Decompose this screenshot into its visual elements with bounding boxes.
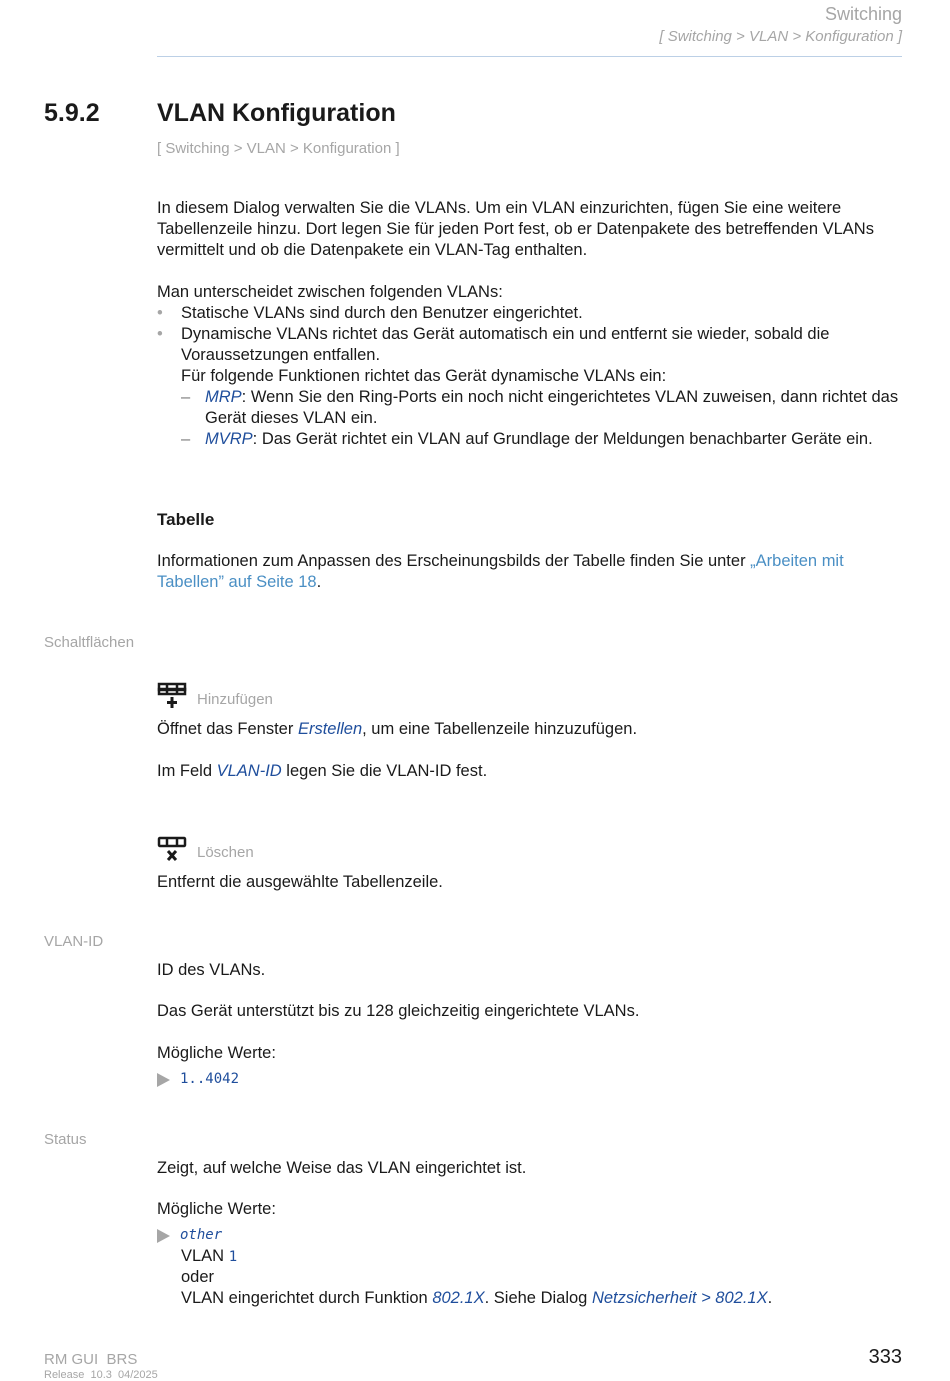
add-desc-pre: Öffnet das Fenster bbox=[157, 720, 298, 738]
status-description: Zeigt, auf welche Weise das VLAN eingerichtet ist. bbox=[157, 1159, 527, 1177]
vlan-id-value-row bbox=[157, 1069, 239, 1090]
list-item: • Dynamische VLANs richtet das Gerät automatisch ein und entfernt sie wieder, sobald die Voraussetzungen entfallen. Für folgende Funktionen richtet das Gerät dynamische VLANs ein: – MRP: Wenn Sie den Ring-Ports ein noch nicht eingerichtetes VLAN zuweisen, dann richtet das Gerät dieses VLAN ein. – MVRP: Das Gerät richtet ein VLAN auf Grundlage der Meldungen benachbarter Geräte ein. bbox=[157, 324, 907, 450]
bullet-static-text: Statische VLANs sind durch den Benutzer eingerichtet. bbox=[181, 304, 583, 322]
8021x-mid: . Siehe Dialog bbox=[484, 1289, 592, 1307]
vlan-types-intro: Man unterscheidet zwischen folgenden VLANs: bbox=[157, 283, 503, 301]
delete-button-row bbox=[157, 835, 254, 869]
8021x-pre: VLAN eingerichtet durch Funktion bbox=[181, 1289, 433, 1307]
triangle-bullet-icon bbox=[157, 1073, 170, 1087]
status-vlan1-line bbox=[181, 1246, 237, 1268]
delete-description: Entfernt die ausgewählte Tabellenzeile. bbox=[157, 873, 443, 891]
section-title: VLAN Konfiguration bbox=[157, 99, 396, 127]
mvrp-term[interactable]: MVRP bbox=[205, 430, 253, 448]
bullet-dynamic-text: Dynamische VLANs richtet das Gerät automatisch ein und entfernt sie wieder, sobald die Voraussetzungen entfallen. bbox=[181, 325, 830, 364]
table-heading: Tabelle bbox=[157, 510, 215, 529]
delete-button-label[interactable]: Löschen bbox=[197, 843, 254, 861]
vlan-id-term[interactable]: VLAN-ID bbox=[216, 762, 282, 780]
create-window-term[interactable]: Erstellen bbox=[297, 720, 363, 738]
status-values-label: Mögliche Werte: bbox=[157, 1200, 276, 1218]
status-8021x-line bbox=[181, 1288, 901, 1309]
intro-paragraph: In diesem Dialog verwalten Sie die VLANs. Um ein VLAN einzurichten, fügen Sie eine weitere Tabellenzeile hinzu. Dort legen Sie für jeden Port fest, ob er Datenpakete des betreffenden VLANs vermittelt und ob die Datenpakete ein VLAN-Tag enthalten. bbox=[157, 199, 874, 259]
status-or-line: oder bbox=[181, 1268, 215, 1286]
network-security-link[interactable]: Netzsicherheit > 802.1X bbox=[591, 1289, 768, 1307]
status-value-other: other bbox=[180, 1227, 223, 1243]
vlan-id-side-label: VLAN-ID bbox=[44, 933, 104, 950]
buttons-side-label: Schaltflächen bbox=[44, 634, 135, 651]
vlan-id-description: ID des VLANs. bbox=[157, 961, 266, 979]
mrp-text: : Wenn Sie den Ring-Ports ein noch nicht eingerichtetes VLAN zuweisen, dann richtet das Gerät dieses VLAN ein. bbox=[205, 388, 899, 427]
table-info-text: Informationen zum Anpassen des Erscheinungsbilds der Tabelle finden Sie unter bbox=[157, 552, 751, 570]
8021x-end: . bbox=[767, 1289, 773, 1307]
page-number: 333 bbox=[868, 1346, 902, 1368]
table-add-icon bbox=[157, 682, 187, 716]
section-number: 5.9.2 bbox=[44, 99, 100, 127]
list-item: • Statische VLANs sind durch den Benutzer eingerichtet. bbox=[157, 304, 583, 322]
mrp-term[interactable]: MRP bbox=[205, 388, 242, 406]
field-desc-post: legen Sie die VLAN-ID fest. bbox=[281, 762, 488, 780]
add-field-description bbox=[157, 761, 907, 782]
list-item: – MVRP: Das Gerät richtet ein VLAN auf Grundlage der Meldungen benachbarter Geräte ein. bbox=[181, 430, 873, 448]
add-description bbox=[157, 719, 907, 740]
vlan-types-block bbox=[157, 282, 907, 450]
dynamic-functions-list bbox=[181, 387, 907, 450]
add-button-label[interactable]: Hinzufügen bbox=[197, 690, 273, 708]
footer-release: Release 10.3 04/2025 bbox=[44, 1369, 158, 1381]
list-item: – MRP: Wenn Sie den Ring-Ports ein noch nicht eingerichtetes VLAN zuweisen, dann richtet das Gerät dieses VLAN ein. bbox=[181, 388, 899, 427]
status-value-row bbox=[157, 1225, 222, 1246]
section-breadcrumb: [ Switching > VLAN > Konfiguration ] bbox=[157, 140, 400, 157]
table-info-paragraph bbox=[157, 551, 907, 593]
vlan-id-limit: Das Gerät unterstützt bis zu 128 gleichzeitig eingerichtete VLANs. bbox=[157, 1002, 640, 1020]
triangle-bullet-icon bbox=[157, 1229, 170, 1243]
vlan-id-values-label: Mögliche Werte: bbox=[157, 1044, 276, 1062]
footer-document: RM GUI BRS bbox=[44, 1351, 138, 1368]
table-info-link[interactable]: „Arbeiten mit Tabellen” auf Seite 18 bbox=[157, 552, 844, 591]
mvrp-text: : Das Gerät richtet ein VLAN auf Grundlage der Meldungen benachbarter Geräte ein. bbox=[252, 430, 873, 448]
bullet-dynamic-subtext: Für folgende Funktionen richtet das Gerät dynamische VLANs ein: bbox=[181, 367, 667, 385]
header-divider bbox=[157, 56, 902, 57]
add-desc-post: , um eine Tabellenzeile hinzuzufügen. bbox=[362, 720, 638, 738]
table-delete-icon bbox=[157, 835, 187, 869]
status-side-label: Status bbox=[44, 1131, 87, 1148]
8021x-term[interactable]: 802.1X bbox=[432, 1289, 485, 1307]
vlan1-pre: VLAN bbox=[181, 1247, 229, 1265]
table-info-end: . bbox=[316, 573, 322, 591]
vlan-id-range: 1..4042 bbox=[180, 1071, 240, 1087]
running-header-title: Switching bbox=[824, 4, 902, 24]
vlan1-value: 1 bbox=[228, 1249, 238, 1265]
running-header-breadcrumb: [ Switching > VLAN > Konfiguration ] bbox=[659, 28, 902, 45]
field-desc-pre: Im Feld bbox=[157, 762, 217, 780]
vlan-types-list bbox=[157, 303, 907, 450]
add-button-row bbox=[157, 682, 273, 716]
